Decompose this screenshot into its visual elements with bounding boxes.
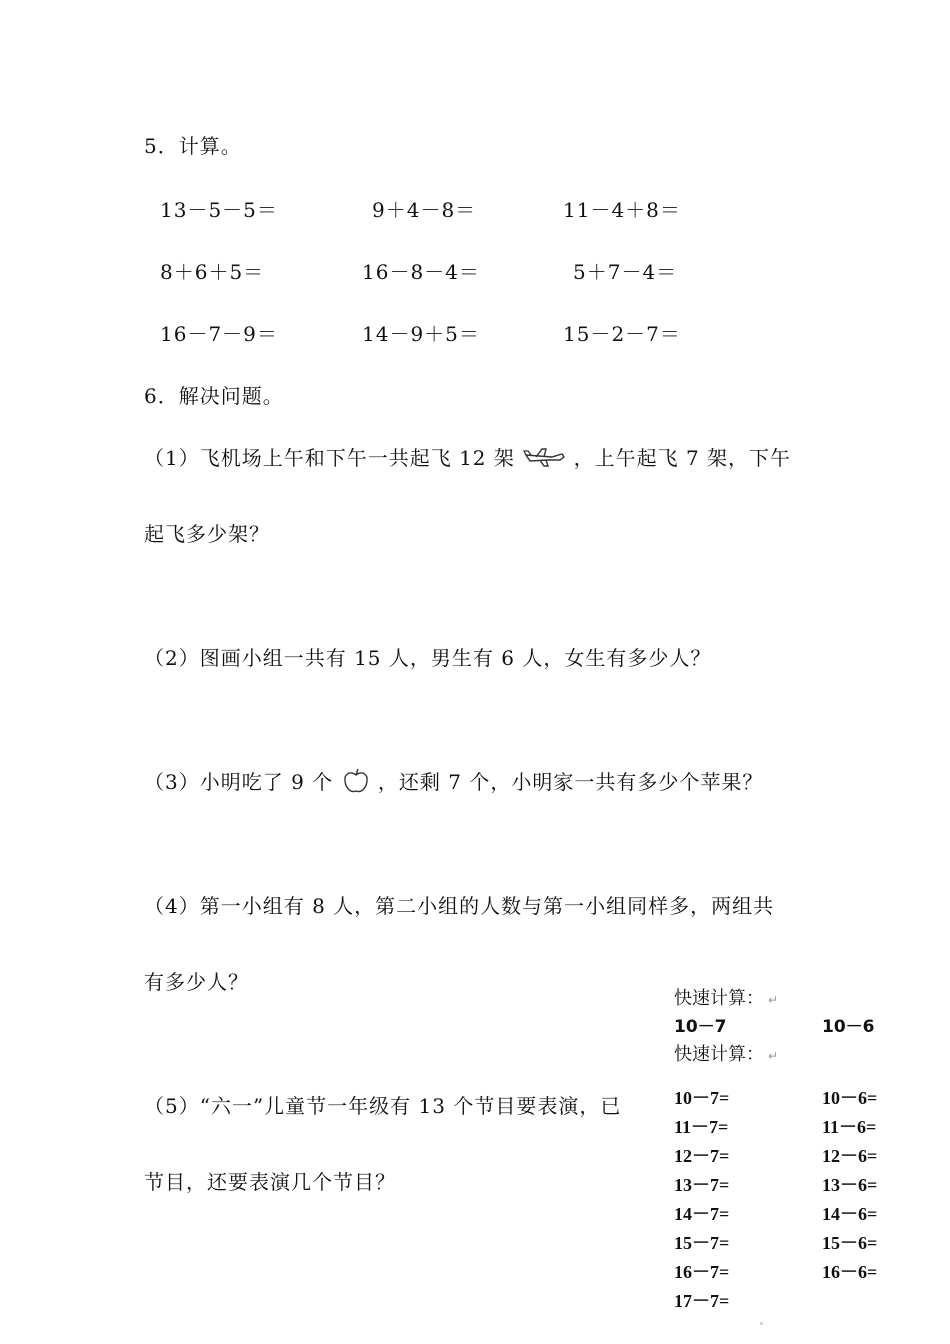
question-1-line1 xyxy=(144,442,791,474)
section6-heading: 6．解决问题。 xyxy=(144,384,284,408)
right-item: 15－6= xyxy=(822,1233,878,1253)
left-item: 10－7= xyxy=(674,1088,730,1108)
return-mark-icon: ↵ xyxy=(768,993,779,1007)
question-5-line2: 节目，还要表演几个节目？ xyxy=(144,1170,396,1194)
return-mark-icon: ↵ xyxy=(768,1049,779,1063)
question-3-text-before: （3）小明吃了 9 个 xyxy=(144,770,334,794)
left-item: 15－7= xyxy=(674,1233,730,1253)
question-3 xyxy=(144,766,763,800)
quick-calc-title-front xyxy=(674,1040,778,1066)
quick-calc-overlay xyxy=(664,978,950,1344)
question-4-line1: （4）第一小组有 8 人，第二小组的人数与第一小组同样多，两组共 xyxy=(144,894,775,918)
quick-calc-cut-row xyxy=(674,1017,894,1037)
question-3-text-after: ，还剩 7 个，小明家一共有多少个苹果？ xyxy=(377,770,764,794)
calc-r2-c1: 8＋6＋5＝ xyxy=(160,260,265,284)
left-item: 17－7= xyxy=(674,1291,730,1311)
calc-r3-c2: 14－9＋5＝ xyxy=(362,322,480,346)
section5-heading: 5．计算。 xyxy=(144,134,242,158)
calc-r3-c1: 16－7－9＝ xyxy=(160,322,278,346)
right-item: 14－6= xyxy=(822,1204,878,1224)
left-item: 14－7= xyxy=(674,1204,730,1224)
left-item: 13－7= xyxy=(674,1175,730,1195)
right-item: 16－6= xyxy=(822,1262,878,1282)
airplane-icon xyxy=(522,445,566,474)
scan-speck xyxy=(760,1322,763,1325)
calc-r1-c3: 11－4＋8＝ xyxy=(563,198,681,222)
question-5-line1: （5）“六一”儿童节一年级有 13 个节目要表演，已 xyxy=(144,1094,622,1118)
question-1-line2: 起飞多少架？ xyxy=(144,522,270,546)
left-item: 12－7= xyxy=(674,1146,730,1166)
right-item: 11－6= xyxy=(822,1117,877,1137)
right-item: 12－6= xyxy=(822,1146,878,1166)
question-4-line2: 有多少人？ xyxy=(144,970,249,994)
cut-left: 10－7 xyxy=(674,1017,727,1037)
cut-right: 10－6 xyxy=(822,1017,875,1037)
quick-calc-title-front-text: 快速计算： xyxy=(674,1044,764,1065)
question-2: （2）图画小组一共有 15 人，男生有 6 人，女生有多少人？ xyxy=(144,646,712,670)
calc-r1-c1: 13－5－5＝ xyxy=(160,198,278,222)
right-item: 13－6= xyxy=(822,1175,878,1195)
question-1-text-after: ，上午起飞 7 架，下午 xyxy=(573,446,792,470)
calc-r3-c3: 15－2－7＝ xyxy=(563,322,681,346)
apple-icon xyxy=(341,767,371,800)
calc-r1-c2: 9＋4－8＝ xyxy=(372,198,477,222)
right-item: 10－6= xyxy=(822,1088,878,1108)
question-1-text-before: （1）飞机场上午和下午一共起飞 12 架 xyxy=(144,446,515,470)
calc-r2-c2: 16－8－4＝ xyxy=(362,260,480,284)
left-item: 16－7= xyxy=(674,1262,730,1282)
quick-calc-title-back-text: 快速计算： xyxy=(674,988,764,1009)
quick-calc-title-back xyxy=(674,984,778,1010)
calc-r2-c3: 5＋7－4＝ xyxy=(573,260,678,284)
left-item: 11－7= xyxy=(674,1117,729,1137)
